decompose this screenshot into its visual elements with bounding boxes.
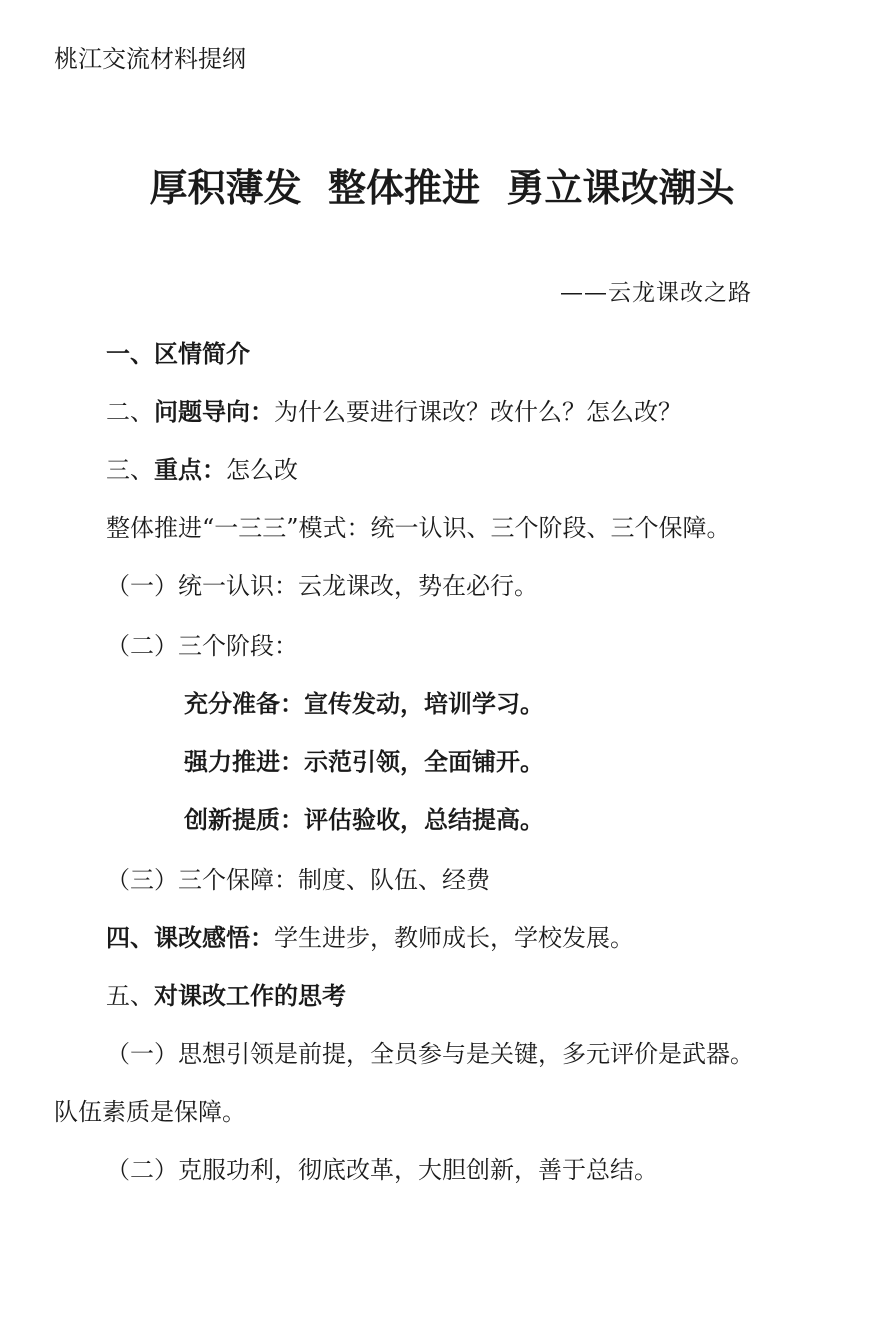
section-1-heading: 一、区情简介 — [106, 339, 250, 368]
subsection-three-stages: （二）三个阶段： — [106, 632, 298, 660]
section-2-prefix: 二、 — [106, 398, 154, 426]
section-2-line — [106, 396, 682, 428]
stage-label: 强力推进： — [184, 748, 304, 776]
stage-item-promotion — [184, 746, 544, 778]
section-5-line — [106, 980, 346, 1012]
stage-text: 评估验收，总结提高。 — [304, 806, 544, 834]
stage-text: 宣传发动，培训学习。 — [304, 690, 544, 718]
section-5-heading: 对课改工作的思考 — [154, 981, 346, 1010]
stage-label: 创新提质： — [184, 806, 304, 834]
subsection-three-guarantees: （三）三个保障：制度、队伍、经费 — [106, 866, 490, 894]
section-4-text: 学生进步，教师成长，学校发展。 — [274, 924, 634, 952]
section-3-text: 怎么改 — [226, 456, 298, 484]
document-subtitle: ——云龙课改之路 — [560, 280, 752, 306]
section-3-heading: 重点： — [154, 455, 226, 484]
document-title: 厚积薄发 整体推进 勇立课改潮头 — [149, 165, 735, 210]
section-2-heading: 问题导向： — [154, 397, 274, 426]
section-5-subsection-2: （二）克服功利，彻底改革，大胆创新，善于总结。 — [106, 1156, 658, 1184]
stage-item-innovation — [184, 804, 544, 836]
stage-text: 示范引领，全面铺开。 — [304, 748, 544, 776]
section-5-prefix: 五、 — [106, 982, 154, 1010]
document-header-label: 桃江交流材料提纲 — [54, 45, 246, 73]
model-summary-line: 整体推进“一三三”模式：统一认识、三个阶段、三个保障。 — [106, 514, 731, 542]
stage-label: 充分准备： — [184, 690, 304, 718]
section-2-text: 为什么要进行课改？改什么？怎么改？ — [274, 398, 682, 426]
section-4-heading: 四、课改感悟： — [106, 923, 274, 952]
section-5-subsection-1-line-1: （一）思想引领是前提，全员参与是关键，多元评价是武器。 — [106, 1040, 754, 1068]
stage-item-preparation — [184, 688, 544, 720]
section-4-line — [106, 922, 634, 954]
section-3-prefix: 三、 — [106, 456, 154, 484]
section-3-line — [106, 454, 298, 486]
section-5-subsection-1-line-2: 队伍素质是保障。 — [54, 1098, 246, 1126]
subsection-unify-understanding: （一）统一认识：云龙课改，势在必行。 — [106, 572, 538, 600]
